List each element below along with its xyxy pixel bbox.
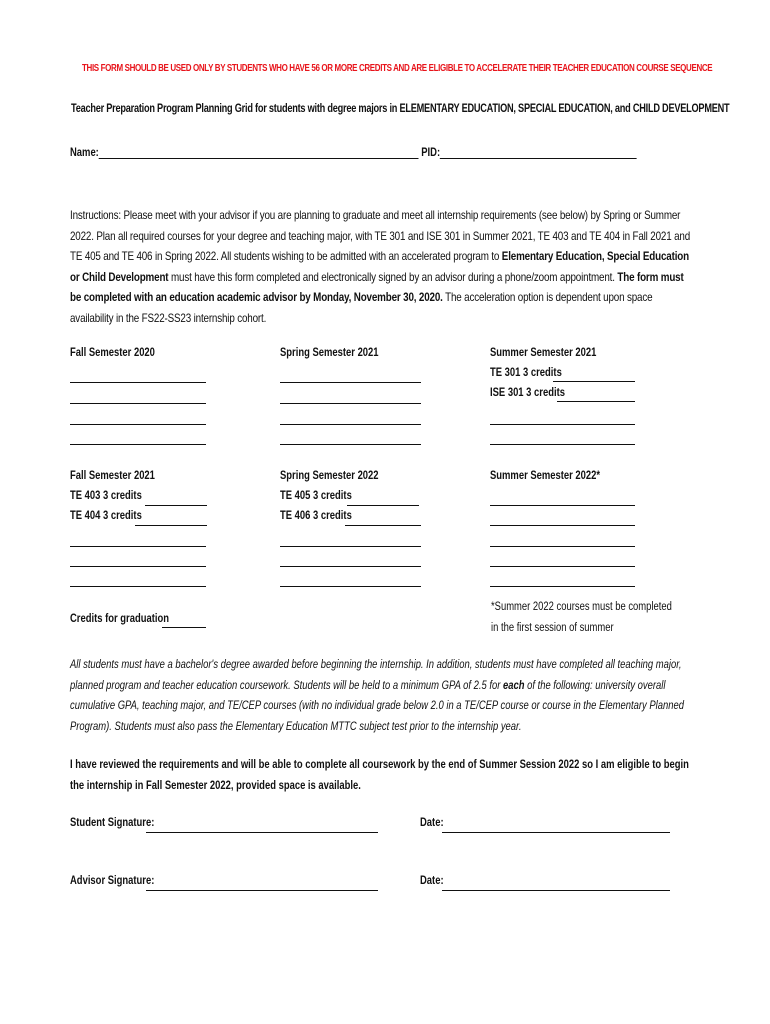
summer-2021-line-3[interactable]: [490, 424, 635, 425]
fall-2021-line-4[interactable]: [70, 566, 206, 567]
advisor-signature-line[interactable]: [146, 890, 378, 891]
instructions-text-1: Instructions: Please meet with your advisor if you are planning to graduate and meet all internship requirements (see below) by Spring or Summer 2022. Plan all required courses for your degree and teaching major, with TE 301 and ISE 301 in Summer 2021, TE 403 and TE 404 in Fall 2021 and TE 405 and TE 406 in Spring 2022. All students wishing to be admitted with an accelerated program to: [70, 208, 691, 263]
student-date-label: Date:: [420, 817, 444, 829]
fall-2020-heading: Fall Semester 2020: [70, 347, 155, 359]
instructions-programs: Elementary Education, Special Education or Child Development: [70, 249, 689, 284]
spring-2022-heading: Spring Semester 2022: [280, 470, 379, 482]
spring-2022-line-3[interactable]: [280, 546, 421, 547]
fall-2020-line-1[interactable]: [70, 382, 206, 383]
instructions-text-2: must have this form completed and electronically signed by an advisor during a phone/zoom appointment.: [168, 269, 618, 284]
fall-2021-heading: Fall Semester 2021: [70, 470, 155, 482]
instructions-paragraph: [70, 205, 693, 328]
te403-credits-line[interactable]: [145, 505, 207, 506]
fall-2020-line-2[interactable]: [70, 403, 206, 404]
summer-2022-heading: Summer Semester 2022*: [490, 470, 601, 482]
advisor-signature-label: Advisor Signature:: [70, 875, 155, 887]
pid-label: PID:: [421, 147, 441, 159]
summer-2021-course-ise301: ISE 301 3 credits: [490, 387, 565, 399]
student-signature-line[interactable]: [146, 832, 378, 833]
acknowledgement-statement: I have reviewed the requirements and will be able to complete all coursework by the end of Summer Session 2022 so I am eligible to begin the internship in Fall Semester 2022, provided space is available.: [70, 759, 689, 792]
te406-credits-line[interactable]: [345, 525, 421, 526]
requirements-paragraph: [70, 655, 693, 737]
summer-2022-line-3[interactable]: [490, 546, 635, 547]
fall-2021-course-te404: TE 404 3 credits: [70, 510, 142, 522]
requirements-each: each: [502, 679, 525, 692]
fall-2021-line-5[interactable]: [70, 586, 206, 587]
student-date-line[interactable]: [442, 832, 670, 833]
instructions-text-3: The acceleration option is dependent upon space availability in the FS22-SS23 internship cohort.: [70, 290, 653, 325]
name-pid-row: [70, 146, 637, 159]
fall-2020-line-4[interactable]: [70, 444, 206, 445]
eligibility-warning: THIS FORM SHOULD BE USED ONLY BY STUDENTS WHO HAVE 56 OR MORE CREDITS AND ARE ELIGIBLE TO ACCELERATE THEIR TEACHER EDUCATION COURSE SEQUENCE: [82, 63, 713, 74]
form-title: Teacher Preparation Program Planning Grid for students with degree majors in ELEMENTARY EDUCATION, SPECIAL EDUCATION, and CHILD DEVELOPMENT: [71, 103, 730, 115]
advisor-date-label: Date:: [420, 875, 444, 887]
te404-credits-line[interactable]: [135, 525, 207, 526]
summer-2021-line-4[interactable]: [490, 444, 635, 445]
fall-2020-line-3[interactable]: [70, 424, 206, 425]
fall-2021-line-3[interactable]: [70, 546, 206, 547]
student-signature-label: Student Signature:: [70, 817, 155, 829]
advisor-date-line[interactable]: [442, 890, 670, 891]
spring-2021-line-4[interactable]: [280, 444, 421, 445]
requirements-text-2: of the following: university overall cumulative GPA, teaching major, and TE/CEP courses (with no individual grade below 2.0 in a TE/CEP course or course in the Elementary Planned Program). Students must also pass the Elementary Education MTTC subject test prior to the internship year.: [70, 679, 684, 733]
spring-2021-line-3[interactable]: [280, 424, 421, 425]
pid-field[interactable]: [440, 146, 637, 159]
credits-for-graduation-label: Credits for graduation: [70, 613, 170, 625]
requirements-text-1: All students must have a bachelor's degree awarded before beginning the internship. In addition, students must have completed all teaching major, planned program and teacher education coursework. Students will be held to a minimum GPA of 2.5 for: [70, 659, 682, 692]
summer-2021-course-te301: TE 301 3 credits: [490, 367, 562, 379]
instructions-deadline: The form must be completed with an education academic advisor by Monday, November 30, 2020.: [70, 269, 684, 304]
summer-2022-line-2[interactable]: [490, 525, 635, 526]
name-field[interactable]: [99, 146, 419, 159]
spring-2022-course-te405: TE 405 3 credits: [280, 490, 352, 502]
ise301-credits-line[interactable]: [557, 401, 635, 402]
summer-2022-line-1[interactable]: [490, 505, 635, 506]
te405-credits-line[interactable]: [347, 505, 419, 506]
name-label: Name:: [70, 147, 99, 159]
summer-2022-line-5[interactable]: [490, 586, 635, 587]
spring-2022-course-te406: TE 406 3 credits: [280, 510, 352, 522]
spring-2021-line-1[interactable]: [280, 382, 421, 383]
summer-2022-line-4[interactable]: [490, 566, 635, 567]
te301-credits-line[interactable]: [553, 381, 635, 382]
spring-2022-line-5[interactable]: [280, 586, 421, 587]
spring-2022-line-4[interactable]: [280, 566, 421, 567]
spring-2021-line-2[interactable]: [280, 403, 421, 404]
credits-for-graduation-line[interactable]: [162, 627, 206, 628]
summer-2022-note: *Summer 2022 courses must be completed in the first session of summer: [491, 601, 672, 634]
spring-2021-heading: Spring Semester 2021: [280, 347, 379, 359]
summer-2021-heading: Summer Semester 2021: [490, 347, 597, 359]
fall-2021-course-te403: TE 403 3 credits: [70, 490, 142, 502]
